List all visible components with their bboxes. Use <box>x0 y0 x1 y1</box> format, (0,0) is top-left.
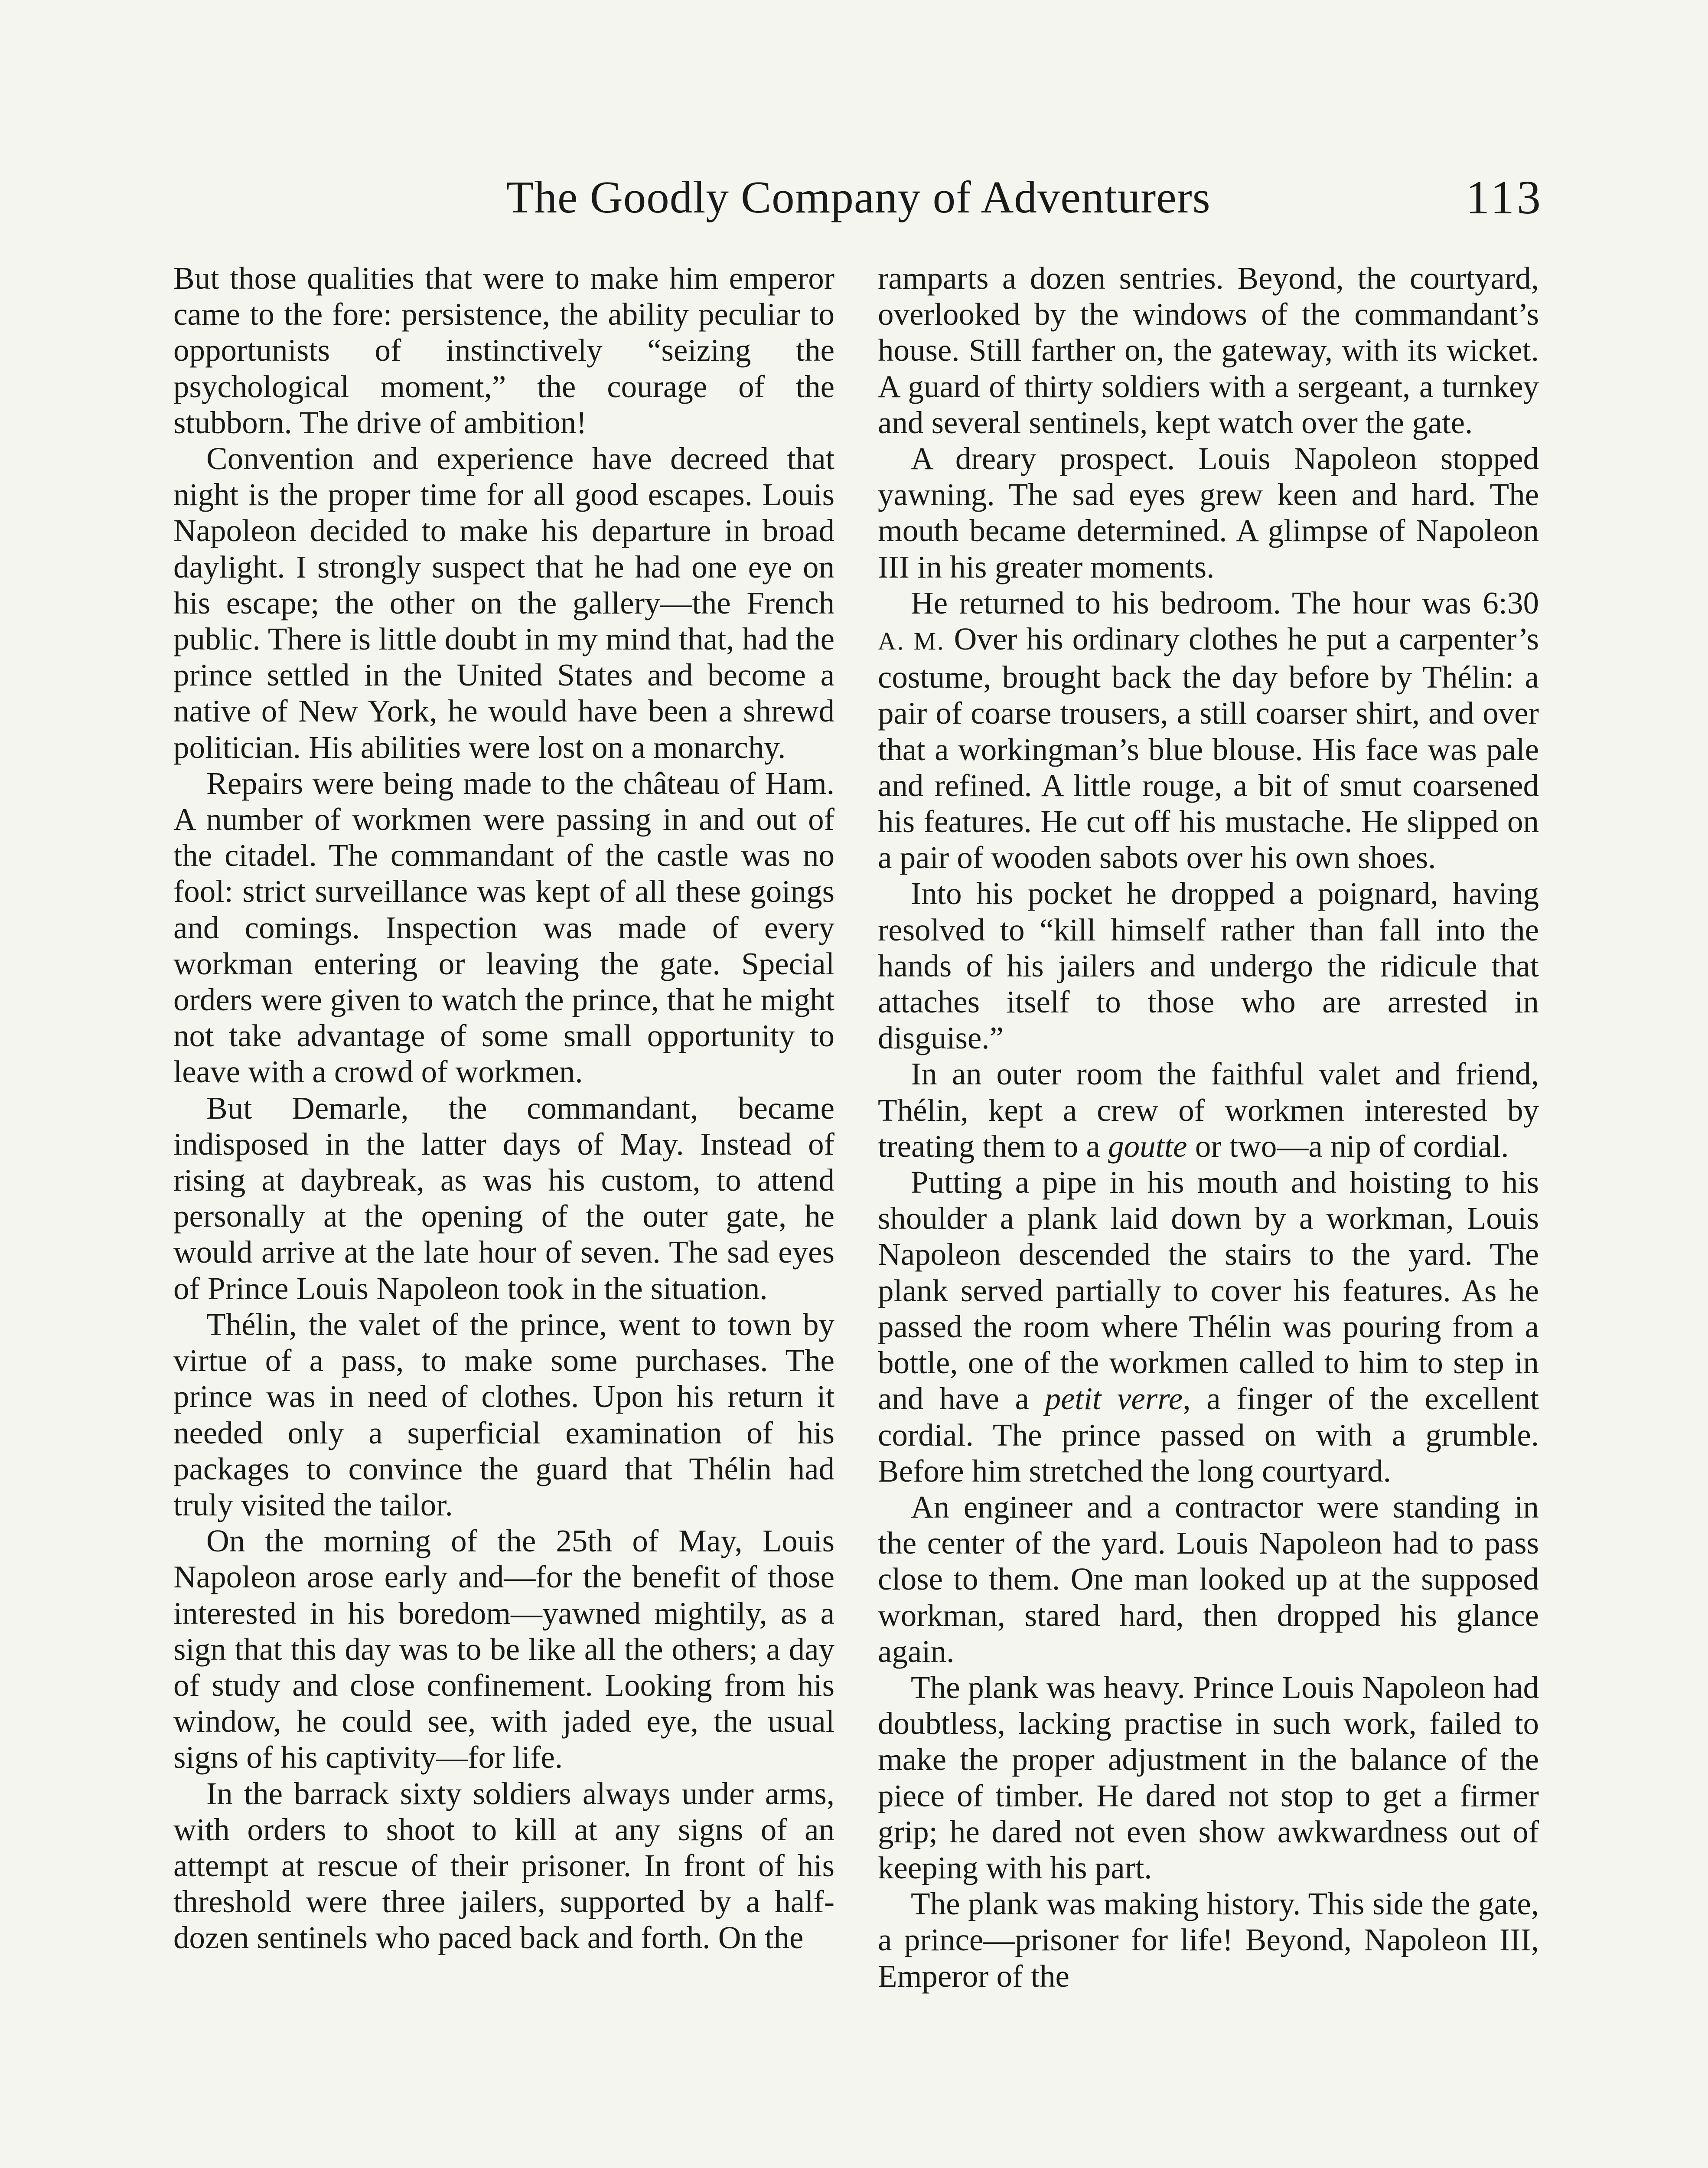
paragraph: Into his pocket he dropped a poignard, having resolved to “kill himself rather than fall into the hands of his jailers and undergo the ridicule that attaches itself to those who are arrested in disguise.” <box>878 876 1539 1056</box>
paragraph: Thélin, the valet of the prince, went to town by virtue of a pass, to make some purchases. The prince was in need of clothes. Upon his return it needed only a superficial examination of his packages to convince the guard that Thélin had truly visited the tailor. <box>173 1306 834 1522</box>
running-head: The Goodly Company of Adventurers <box>506 172 1211 222</box>
text-run: , a finger of the excellent cordial. The prince passed on with a grumble. Before him stretched the long courtyard. <box>878 1381 1539 1489</box>
page-number: 113 <box>1466 171 1543 224</box>
text-run: He returned to his bedroom. The hour was 6:30 <box>911 585 1539 620</box>
left-column <box>173 260 834 1956</box>
paragraph: An engineer and a contractor were standing in the center of the yard. Louis Napoleon had to pass close to them. One man looked up at the supposed workman, stared hard, then dropped his glance again. <box>878 1489 1539 1669</box>
text-run: or two—a nip of cordial. <box>1195 1128 1509 1164</box>
paragraph <box>878 1056 1539 1164</box>
paragraph <box>878 1164 1539 1489</box>
page-header <box>173 167 1543 228</box>
italic-term: goutte <box>1108 1128 1187 1164</box>
paragraph: But those qualities that were to make him emperor came to the fore: persistence, the ability peculiar to opportunists of instinctively “seizing the psychological moment,” the courage of the stubborn. The drive of ambition! <box>173 261 834 440</box>
italic-term: petit verre <box>1045 1381 1183 1417</box>
time-abbreviation: A. M. <box>878 627 945 656</box>
paragraph: But Demarle, the commandant, became indisposed in the latter days of May. Instead of rising at daybreak, as was his custom, to attend personally at the opening of the outer gate, he would arrive at the late hour of seven. The sad eyes of Prince Louis Napoleon took in the situation. <box>173 1090 834 1306</box>
paragraph: The plank was heavy. Prince Louis Napoleon had doubtless, lacking practise in such work, failed to make the proper adjustment in the balance of the piece of timber. He dared not stop to get a firmer grip; he dared not even show awkwardness out of keeping with his part. <box>878 1669 1539 1885</box>
text-run: Putting a pipe in his mouth and hoisting to his shoulder a plank laid down by a workman, Louis Napoleon descended the stairs to the yard. The plank served partially to cover his features. As he passed the room where Thélin was pouring from a bottle, one of the workmen called to him to step in and have a <box>878 1165 1539 1417</box>
text-run: In an outer room the faithful valet and friend, Thélin, kept a crew of workmen interested by treating them to a <box>878 1056 1539 1164</box>
paragraph: Convention and experience have decreed that night is the proper time for all good escapes. Louis Napoleon decided to make his departure in broad daylight. I strongly suspect that he had one eye on his escape; the other on the gallery—the French public. There is little doubt in my mind that, had the prince settled in the United States and become a native of New York, he would have been a shrewd politician. His abilities were lost on a monarchy. <box>173 441 834 765</box>
text-run: Over his ordinary clothes he put a carpenter’s costume, brought back the day before by Thélin: a pair of coarse trousers, a still coarser shirt, and over that a workingman’s blue blouse. His face was pale and refined. A little rouge, a bit of smut coarsened his features. He cut off his mustache. He slipped on a pair of wooden sabots over his own shoes. <box>878 621 1539 875</box>
paragraph: A dreary prospect. Louis Napoleon stopped yawning. The sad eyes grew keen and hard. The mouth became determined. A glimpse of Napoleon III in his greater moments. <box>878 441 1539 584</box>
right-column <box>878 260 1539 1994</box>
paragraph: ramparts a dozen sentries. Beyond, the courtyard, overlooked by the windows of the commandant’s house. Still farther on, the gateway, with its wicket. A guard of thirty soldiers with a sergeant, a turnkey and several sentinels, kept watch over the gate. <box>878 261 1539 440</box>
paragraph: The plank was making history. This side the gate, a prince—prisoner for life! Beyond, Napoleon III, Emperor of the <box>878 1886 1539 1994</box>
paragraph: In the barrack sixty soldiers always under arms, with orders to shoot to kill at any signs of an attempt at rescue of their prisoner. In front of his threshold were three jailers, supported by a half-dozen sentinels who paced back and forth. On the <box>173 1776 834 1956</box>
paragraph <box>878 585 1539 876</box>
paragraph: Repairs were being made to the château of Ham. A number of workmen were passing in and out of the citadel. The commandant of the castle was no fool: strict surveillance was kept of all these goings and comings. Inspection was made of every workman entering or leaving the gate. Special orders were given to watch the prince, that he might not take advantage of some small opportunity to leave with a crowd of workmen. <box>173 765 834 1090</box>
paragraph: On the morning of the 25th of May, Louis Napoleon arose early and—for the benefit of those interested in his boredom—yawned mightily, as a sign that this day was to be like all the others; a day of study and close confinement. Looking from his window, he could see, with jaded eye, the usual signs of his captivity—for life. <box>173 1523 834 1775</box>
